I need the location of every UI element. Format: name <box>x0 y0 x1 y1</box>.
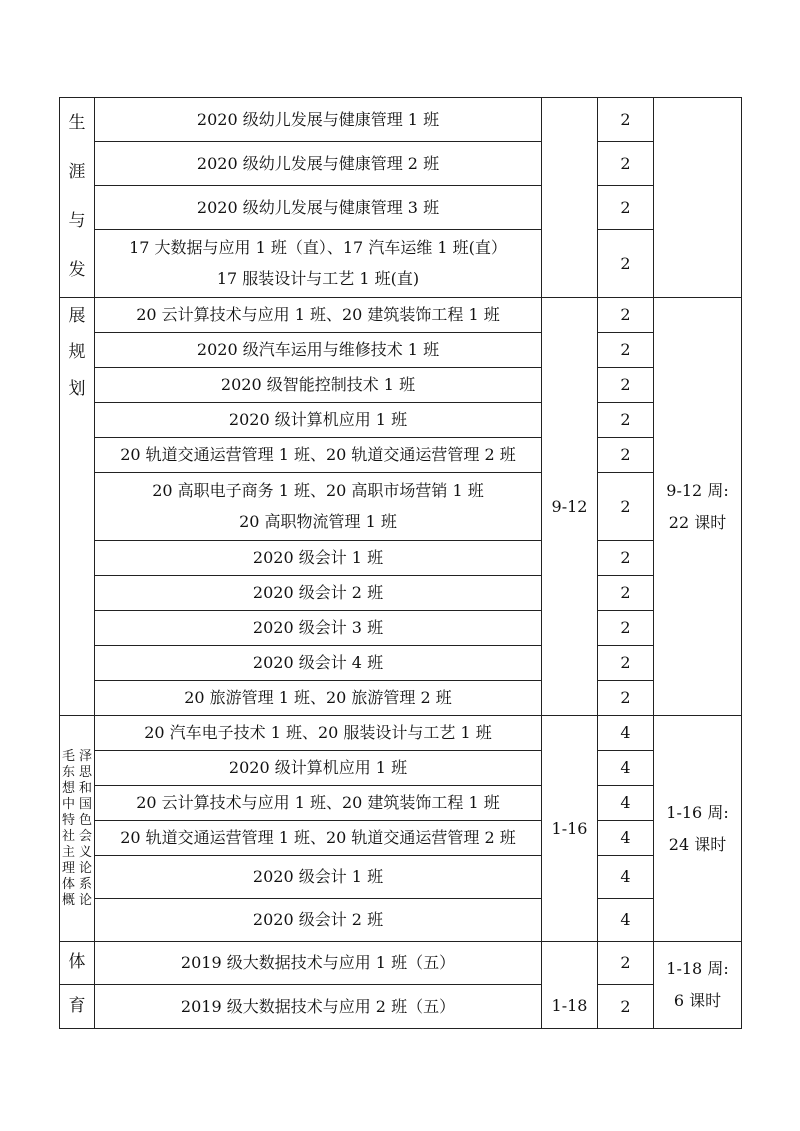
weeks-cell: 9-12 <box>542 298 598 716</box>
note-cell: 1-18 周: 6 课时 <box>654 942 742 1029</box>
class-cell: 20 轨道交通运营管理 1 班、20 轨道交通运营管理 2 班 <box>95 821 542 856</box>
class-cell: 2020 级幼儿发展与健康管理 3 班 <box>95 186 542 230</box>
table-row <box>60 576 742 611</box>
class-cell: 2020 级会计 1 班 <box>95 856 542 899</box>
table-row <box>60 821 742 856</box>
class-cell: 2020 级计算机应用 1 班 <box>95 751 542 786</box>
hours-cell: 4 <box>598 716 654 751</box>
class-cell: 2020 级会计 4 班 <box>95 646 542 681</box>
table-row <box>60 368 742 403</box>
class-cell: 20 旅游管理 1 班、20 旅游管理 2 班 <box>95 681 542 716</box>
hours-cell: 2 <box>598 681 654 716</box>
hours-cell: 2 <box>598 403 654 438</box>
class-cell: 2020 级计算机应用 1 班 <box>95 403 542 438</box>
class-cell: 17 大数据与应用 1 班（直）、17 汽车运维 1 班(直） 17 服装设计与工艺 1 班(直) <box>95 230 542 298</box>
weeks-cell: 1-18 <box>542 942 598 1029</box>
subject-cell: 育 <box>60 985 95 1029</box>
class-cell: 20 云计算技术与应用 1 班、20 建筑装饰工程 1 班 <box>95 786 542 821</box>
hours-cell: 2 <box>598 646 654 681</box>
hours-cell: 4 <box>598 786 654 821</box>
subject-cell-continued: 展 规 划 <box>60 298 95 716</box>
table-row <box>60 716 742 751</box>
class-cell: 2020 级汽车运用与维修技术 1 班 <box>95 333 542 368</box>
class-cell: 2019 级大数据技术与应用 1 班（五） <box>95 942 542 985</box>
table-row <box>60 98 742 142</box>
subject-cell: 体 <box>60 942 95 985</box>
hours-cell: 4 <box>598 751 654 786</box>
note-cell: 1-16 周: 24 课时 <box>654 716 742 942</box>
table-row <box>60 611 742 646</box>
table-row <box>60 751 742 786</box>
schedule-table <box>59 97 742 1029</box>
hours-cell: 4 <box>598 899 654 942</box>
class-cell: 20 云计算技术与应用 1 班、20 建筑装饰工程 1 班 <box>95 298 542 333</box>
class-cell: 20 汽车电子技术 1 班、20 服装设计与工艺 1 班 <box>95 716 542 751</box>
table-row <box>60 985 742 1029</box>
hours-cell: 2 <box>598 98 654 142</box>
hours-cell: 2 <box>598 473 654 541</box>
hours-cell: 2 <box>598 368 654 403</box>
table-row <box>60 646 742 681</box>
hours-cell: 2 <box>598 985 654 1029</box>
table-row <box>60 186 742 230</box>
table-row <box>60 142 742 186</box>
hours-cell: 2 <box>598 333 654 368</box>
hours-cell: 2 <box>598 230 654 298</box>
hours-cell: 2 <box>598 438 654 473</box>
class-cell: 2020 级幼儿发展与健康管理 1 班 <box>95 98 542 142</box>
note-cell: 9-12 周: 22 课时 <box>654 298 742 716</box>
weeks-cell: 1-16 <box>542 716 598 942</box>
table-row <box>60 473 742 541</box>
subject-cell: 生 涯 与 发 <box>60 98 95 298</box>
class-cell: 20 轨道交通运营管理 1 班、20 轨道交通运营管理 2 班 <box>95 438 542 473</box>
hours-cell: 2 <box>598 942 654 985</box>
table-row <box>60 298 742 333</box>
table-row <box>60 856 742 899</box>
table-row <box>60 681 742 716</box>
hours-cell: 2 <box>598 611 654 646</box>
hours-cell: 4 <box>598 821 654 856</box>
class-cell: 2020 级幼儿发展与健康管理 2 班 <box>95 142 542 186</box>
table-row <box>60 403 742 438</box>
hours-cell: 2 <box>598 541 654 576</box>
class-cell: 2020 级会计 2 班 <box>95 576 542 611</box>
table-row <box>60 899 742 942</box>
class-cell: 2019 级大数据技术与应用 2 班（五） <box>95 985 542 1029</box>
weeks-cell <box>542 98 598 298</box>
note-cell <box>654 98 742 298</box>
subject-cell: 毛 泽 东 思 想 和 中 国 特 色 社 会 主 义 理 论 体 系 概 论 <box>60 716 95 942</box>
class-cell: 2020 级会计 1 班 <box>95 541 542 576</box>
hours-cell: 2 <box>598 576 654 611</box>
class-cell: 20 高职电子商务 1 班、20 高职市场营销 1 班 20 高职物流管理 1 班 <box>95 473 542 541</box>
class-cell: 2020 级会计 2 班 <box>95 899 542 942</box>
table-row <box>60 230 742 298</box>
class-cell: 2020 级智能控制技术 1 班 <box>95 368 542 403</box>
table-row <box>60 438 742 473</box>
table-row <box>60 541 742 576</box>
hours-cell: 4 <box>598 856 654 899</box>
hours-cell: 2 <box>598 142 654 186</box>
hours-cell: 2 <box>598 298 654 333</box>
table-row <box>60 786 742 821</box>
table-row <box>60 942 742 985</box>
hours-cell: 2 <box>598 186 654 230</box>
table-row <box>60 333 742 368</box>
class-cell: 2020 级会计 3 班 <box>95 611 542 646</box>
